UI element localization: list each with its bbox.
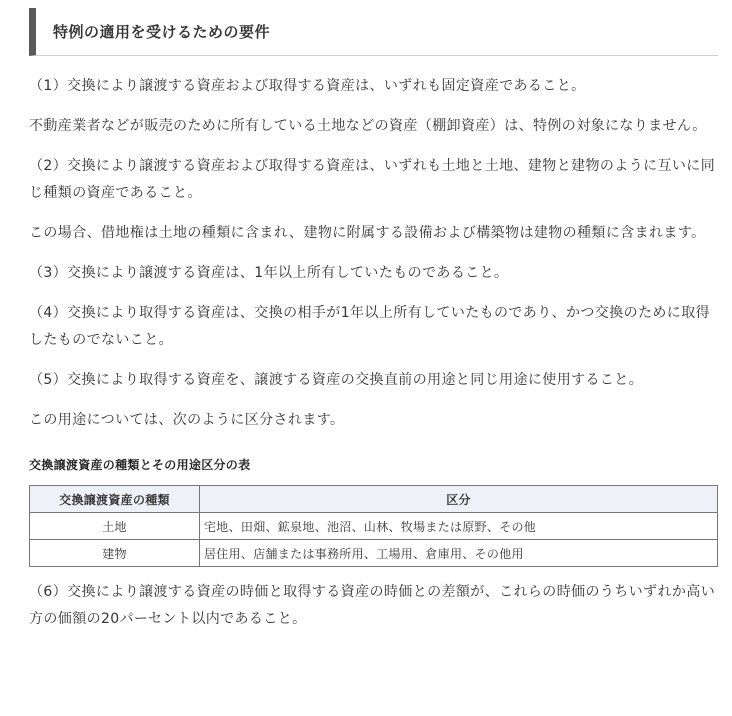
requirement-5-note: この用途については、次のように区分されます。 — [29, 412, 345, 428]
table-cell-use: 宅地、田畑、鉱泉地、池沼、山林、牧場または原野、その他 — [200, 513, 718, 540]
table-row — [30, 540, 718, 567]
requirement-1: （1）交換により譲渡する資産および取得する資産は、いずれも固定資産であること。 — [29, 78, 586, 94]
table-cell-kind: 建物 — [30, 540, 200, 567]
requirement-1-note: 不動産業者などが販売のために所有している土地などの資産（棚卸資産）は、特例の対象になりません。 — [29, 118, 707, 134]
table-header-kind: 交換譲渡資産の種類 — [30, 486, 200, 513]
requirement-4: （4）交換により取得する資産は、交換の相手が1年以上所有していたものであり、かつ交換のために取得したものでないこと。 — [29, 305, 711, 348]
table-header-row — [30, 486, 718, 513]
table-cell-use: 居住用、店舗または事務所用、工場用、倉庫用、その他用 — [200, 540, 718, 567]
usage-classification-table — [29, 485, 718, 567]
table-cell-kind: 土地 — [30, 513, 200, 540]
table-caption: 交換譲渡資産の種類とその用途区分の表 — [29, 458, 251, 472]
table-row — [30, 513, 718, 540]
requirement-6: （6）交換により譲渡する資産の時価と取得する資産の時価との差額が、これらの時価のうちいずれか高い方の価額の20パーセント以内であること。 — [29, 584, 716, 627]
requirement-2: （2）交換により譲渡する資産および取得する資産は、いずれも土地と土地、建物と建物のように互いに同じ種類の資産であること。 — [29, 158, 716, 201]
table-header-category: 区分 — [200, 486, 718, 513]
requirement-3: （3）交換により譲渡する資産は、1年以上所有していたものであること。 — [29, 265, 509, 281]
requirement-2-note: この場合、借地権は土地の種類に含まれ、建物に附属する設備および構築物は建物の種類に含まれます。 — [29, 225, 706, 241]
section-title: 特例の適用を受けるための要件 — [53, 23, 271, 41]
requirement-5: （5）交換により取得する資産を、譲渡する資産の交換直前の用途と同じ用途に使用すること。 — [29, 372, 644, 388]
section-heading — [29, 8, 718, 56]
